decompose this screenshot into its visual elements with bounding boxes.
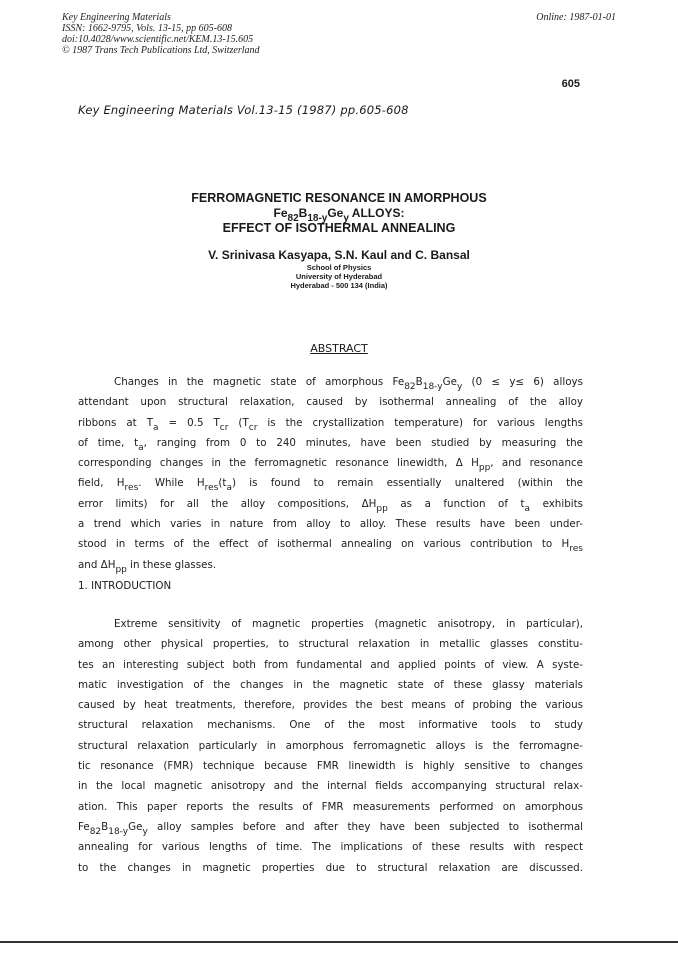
title-line-2: $Fe_{82}B_{18-y}Ge_y$ ALLOYS: [273, 206, 405, 224]
page-number: 605 [561, 78, 580, 90]
intro-line: caused by heat treatments, therefore, provides the best means of probing the various [78, 699, 583, 712]
meta-issn: ISSN: 1662-9795, Vols. 13-15, pp 605-608 [62, 23, 232, 34]
intro-line: matic investigation of the changes in the magnetic state of these glassy materials [78, 678, 583, 691]
introduction-text [78, 614, 583, 878]
intro-line: to the changes in magnetic properties due to structural relaxation are discussed. [78, 861, 583, 874]
abstract-line: corresponding changes in the ferromagnetic resonance linewidth, Δ $H_{pp}$, and resonance [78, 457, 583, 474]
abstract-heading: ABSTRACT [310, 342, 368, 355]
intro-line: among other physical properties, to structural relaxation in metallic glasses constitu- [78, 638, 583, 651]
abstract-text [78, 372, 583, 575]
abstract-line: and $\Delta H_{pp}$ in these glasses. [78, 558, 217, 575]
abstract-line: ribbons at $T_a = 0.5$ $T_{cr}$ ($T_{cr}$ is the crystallization temperature) for various lengths [78, 416, 583, 433]
intro-line: in the local magnetic anisotropy and the internal fields accompanying structural relax- [78, 780, 583, 793]
abstract-line: a trend which varies in nature from alloy to alloy. These results have been under- [78, 518, 583, 531]
intro-line: ation. This paper reports the results of FMR measurements performed on amorphous [78, 800, 583, 813]
paper-title [0, 191, 678, 236]
section-heading-introduction: 1. INTRODUCTION [78, 580, 172, 592]
publication-metadata [62, 12, 260, 56]
journal-line: Key Engineering Materials Vol.13-15 (1987) pp.605-608 [78, 103, 409, 117]
intro-line: $Fe_{82}B_{18-y}Ge_y$ alloy samples before and after they have been subjected to isothermal [78, 820, 583, 837]
authors: V. Srinivasa Kasyapa, S.N. Kaul and C. Bansal [208, 248, 470, 262]
intro-line: Extreme sensitivity of magnetic properties (magnetic anisotropy, in particular), [114, 618, 583, 630]
intro-line: structural relaxation particularly in amorphous ferromagnetic alloys is the ferromagne- [78, 739, 583, 752]
abstract-line: field, $H_{res}$. While $H_{res}(t_a)$ is found to remain essentially unaltered (within the [78, 477, 584, 494]
abstract-line: of time, $t_a$, ranging from 0 to 240 minutes, have been studied by measuring the [78, 436, 584, 453]
affiliation: School of Physics University of Hyderabad Hyderabad - 500 134 (India) [290, 263, 388, 290]
meta-journal: Key Engineering Materials [62, 12, 171, 23]
intro-line: tic resonance (FMR) technique because FMR linewidth is highly sensitive to changes [78, 760, 583, 773]
title-line-1: FERROMAGNETIC RESONANCE IN AMORPHOUS [191, 191, 487, 205]
meta-doi: doi:10.4028/www.scientific.net/KEM.13-15.605 [62, 34, 254, 45]
intro-line: structural relaxation mechanisms. One of the most informative tools to study [78, 719, 583, 732]
abstract-line: error limits) for all the alloy compositions, $\Delta H_{pp}$ as a function of $t_a$ exhibits [78, 497, 583, 514]
intro-line: tes an interesting subject both from fundamental and applied points of view. A syste- [78, 658, 583, 671]
online-date: Online: 1987-01-01 [536, 12, 616, 23]
intro-line: annealing for various lengths of time. The implications of these results with respect [78, 841, 583, 854]
meta-copyright: © 1987 Trans Tech Publications Ltd, Switzerland [62, 45, 260, 56]
abstract-line: Changes in the magnetic state of amorphous $Fe_{82}B_{18-y}Ge_y$ (0 ≤ y≤ 6) alloys [114, 376, 583, 392]
abstract-line: stood in terms of the effect of isothermal annealing on various contribution to $H_{res}$ [78, 538, 583, 555]
footer-rule [0, 941, 678, 943]
title-line-3: EFFECT OF ISOTHERMAL ANNEALING [222, 221, 456, 235]
abstract-line: attendant upon structural relaxation, caused by isothermal annealing of the alloy [78, 396, 583, 409]
